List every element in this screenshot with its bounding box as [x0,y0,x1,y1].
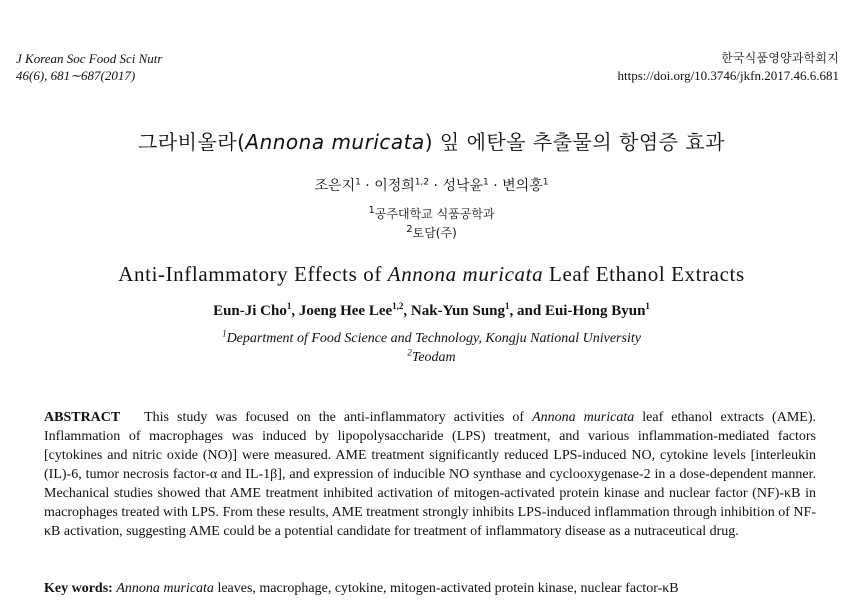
english-affiliation-1 [0,329,863,348]
author-sup: 1 [542,177,549,188]
english-title-species: Annona muricata [387,262,544,286]
english-title-post: Leaf Ethanol Extracts [543,262,745,286]
author-separator: , and [509,303,545,319]
journal-citation [16,50,162,84]
author-sup: 1 [355,177,361,188]
volume-pages: 46(6), 681∼687(2017) [16,68,136,83]
keywords [44,579,816,598]
author-name: Nak-Yun Sung [410,303,506,319]
keywords-text: leaves, macrophage, cytokine, mitogen-activated protein kinase, nuclear factor-κB [213,581,679,596]
author-sup: 1 [483,177,489,188]
aff-text: 토담(주) [412,226,457,240]
korean-title-pre: 그라비올라( [137,130,246,154]
author-name: 성낙윤 [442,178,484,194]
aff-text: Department of Food Science and Technology, Kongju National University [226,331,641,346]
english-title [0,262,863,287]
korean-affiliation-1 [0,202,863,223]
author-separator: · [488,178,503,194]
author-name: Joeng Hee Lee [298,303,393,319]
author-sup: 1 [286,301,292,311]
korean-authors [0,175,863,195]
aff-text: 공주대학교 식품공학과 [374,207,495,221]
author-separator: , [403,303,411,319]
author-sup: 1,2 [392,301,404,311]
aff-sup: 1 [222,328,227,339]
author-sup: 1 [505,301,510,311]
author-sup: 1 [645,301,650,311]
author-name: Eui-Hong Byun [544,303,646,319]
abstract-label: ABSTRACT [44,410,121,425]
author-name: 조은지 [314,178,356,194]
society-name: 한국식품영양과학회지 [721,51,839,65]
abstract-text-pre: This study was focused on the anti-inflammatory activities of [144,410,533,425]
abstract [44,408,816,541]
aff-sup: 1 [368,205,375,216]
author-separator: · [429,178,443,194]
journal-name: J Korean Soc Food Sci Nutr [16,51,163,66]
author-name: 변의홍 [502,178,543,194]
english-affiliation-2 [0,348,863,367]
aff-text: Teodam [411,350,456,365]
keywords-label: Key words: [44,581,113,596]
english-authors [0,303,863,320]
korean-title-post: ) 잎 에탄올 추출물의 항염증 효과 [424,130,725,154]
korean-title-species: Annona muricata [245,130,425,154]
abstract-species: Annona muricata [532,410,635,425]
author-sup: 1,2 [414,177,430,188]
doi-link[interactable]: https://doi.org/10.3746/jkfn.2017.46.6.681 [617,68,839,83]
author-separator: · [360,178,375,194]
author-name: Eun-Ji Cho [213,303,287,319]
english-title-pre: Anti-Inflammatory Effects of [118,262,388,286]
author-separator: , [291,303,299,319]
journal-meta [618,50,840,84]
aff-sup: 2 [406,224,413,235]
korean-affiliation-2 [0,221,863,242]
abstract-text-post: leaf ethanol extracts (AME). Inflammation of macrophages was induced by lipopolysaccharide (LPS) treatment, and various inflammation-mediated factors [cytokines and nitric oxide (NO)] were measured. AME treatment significantly reduced LPS-induced NO, cytokine levels [interleukin (IL)-6, tumor necrosis factor-α and IL-1β], and expression of inducible NO synthase and cyclooxygenase-2 in a dose-dependent manner. Mechanical studies showed that AME treatment inhibited activation of mitogen-activated protein kinase and nuclear factor (NF)-κB in macrophages treated with LPS. From these results, AME treatment strongly inhibits LPS-induced inflammation through inhibition of NF-κB activation, suggesting AME could be a potential candidate for treatment of inflammatory disease as a nutraceutical drug. [44,410,816,539]
korean-title [0,126,863,155]
author-name: 이정희 [374,178,415,194]
aff-sup: 2 [407,347,412,358]
keywords-species: Annona muricata [116,581,214,596]
